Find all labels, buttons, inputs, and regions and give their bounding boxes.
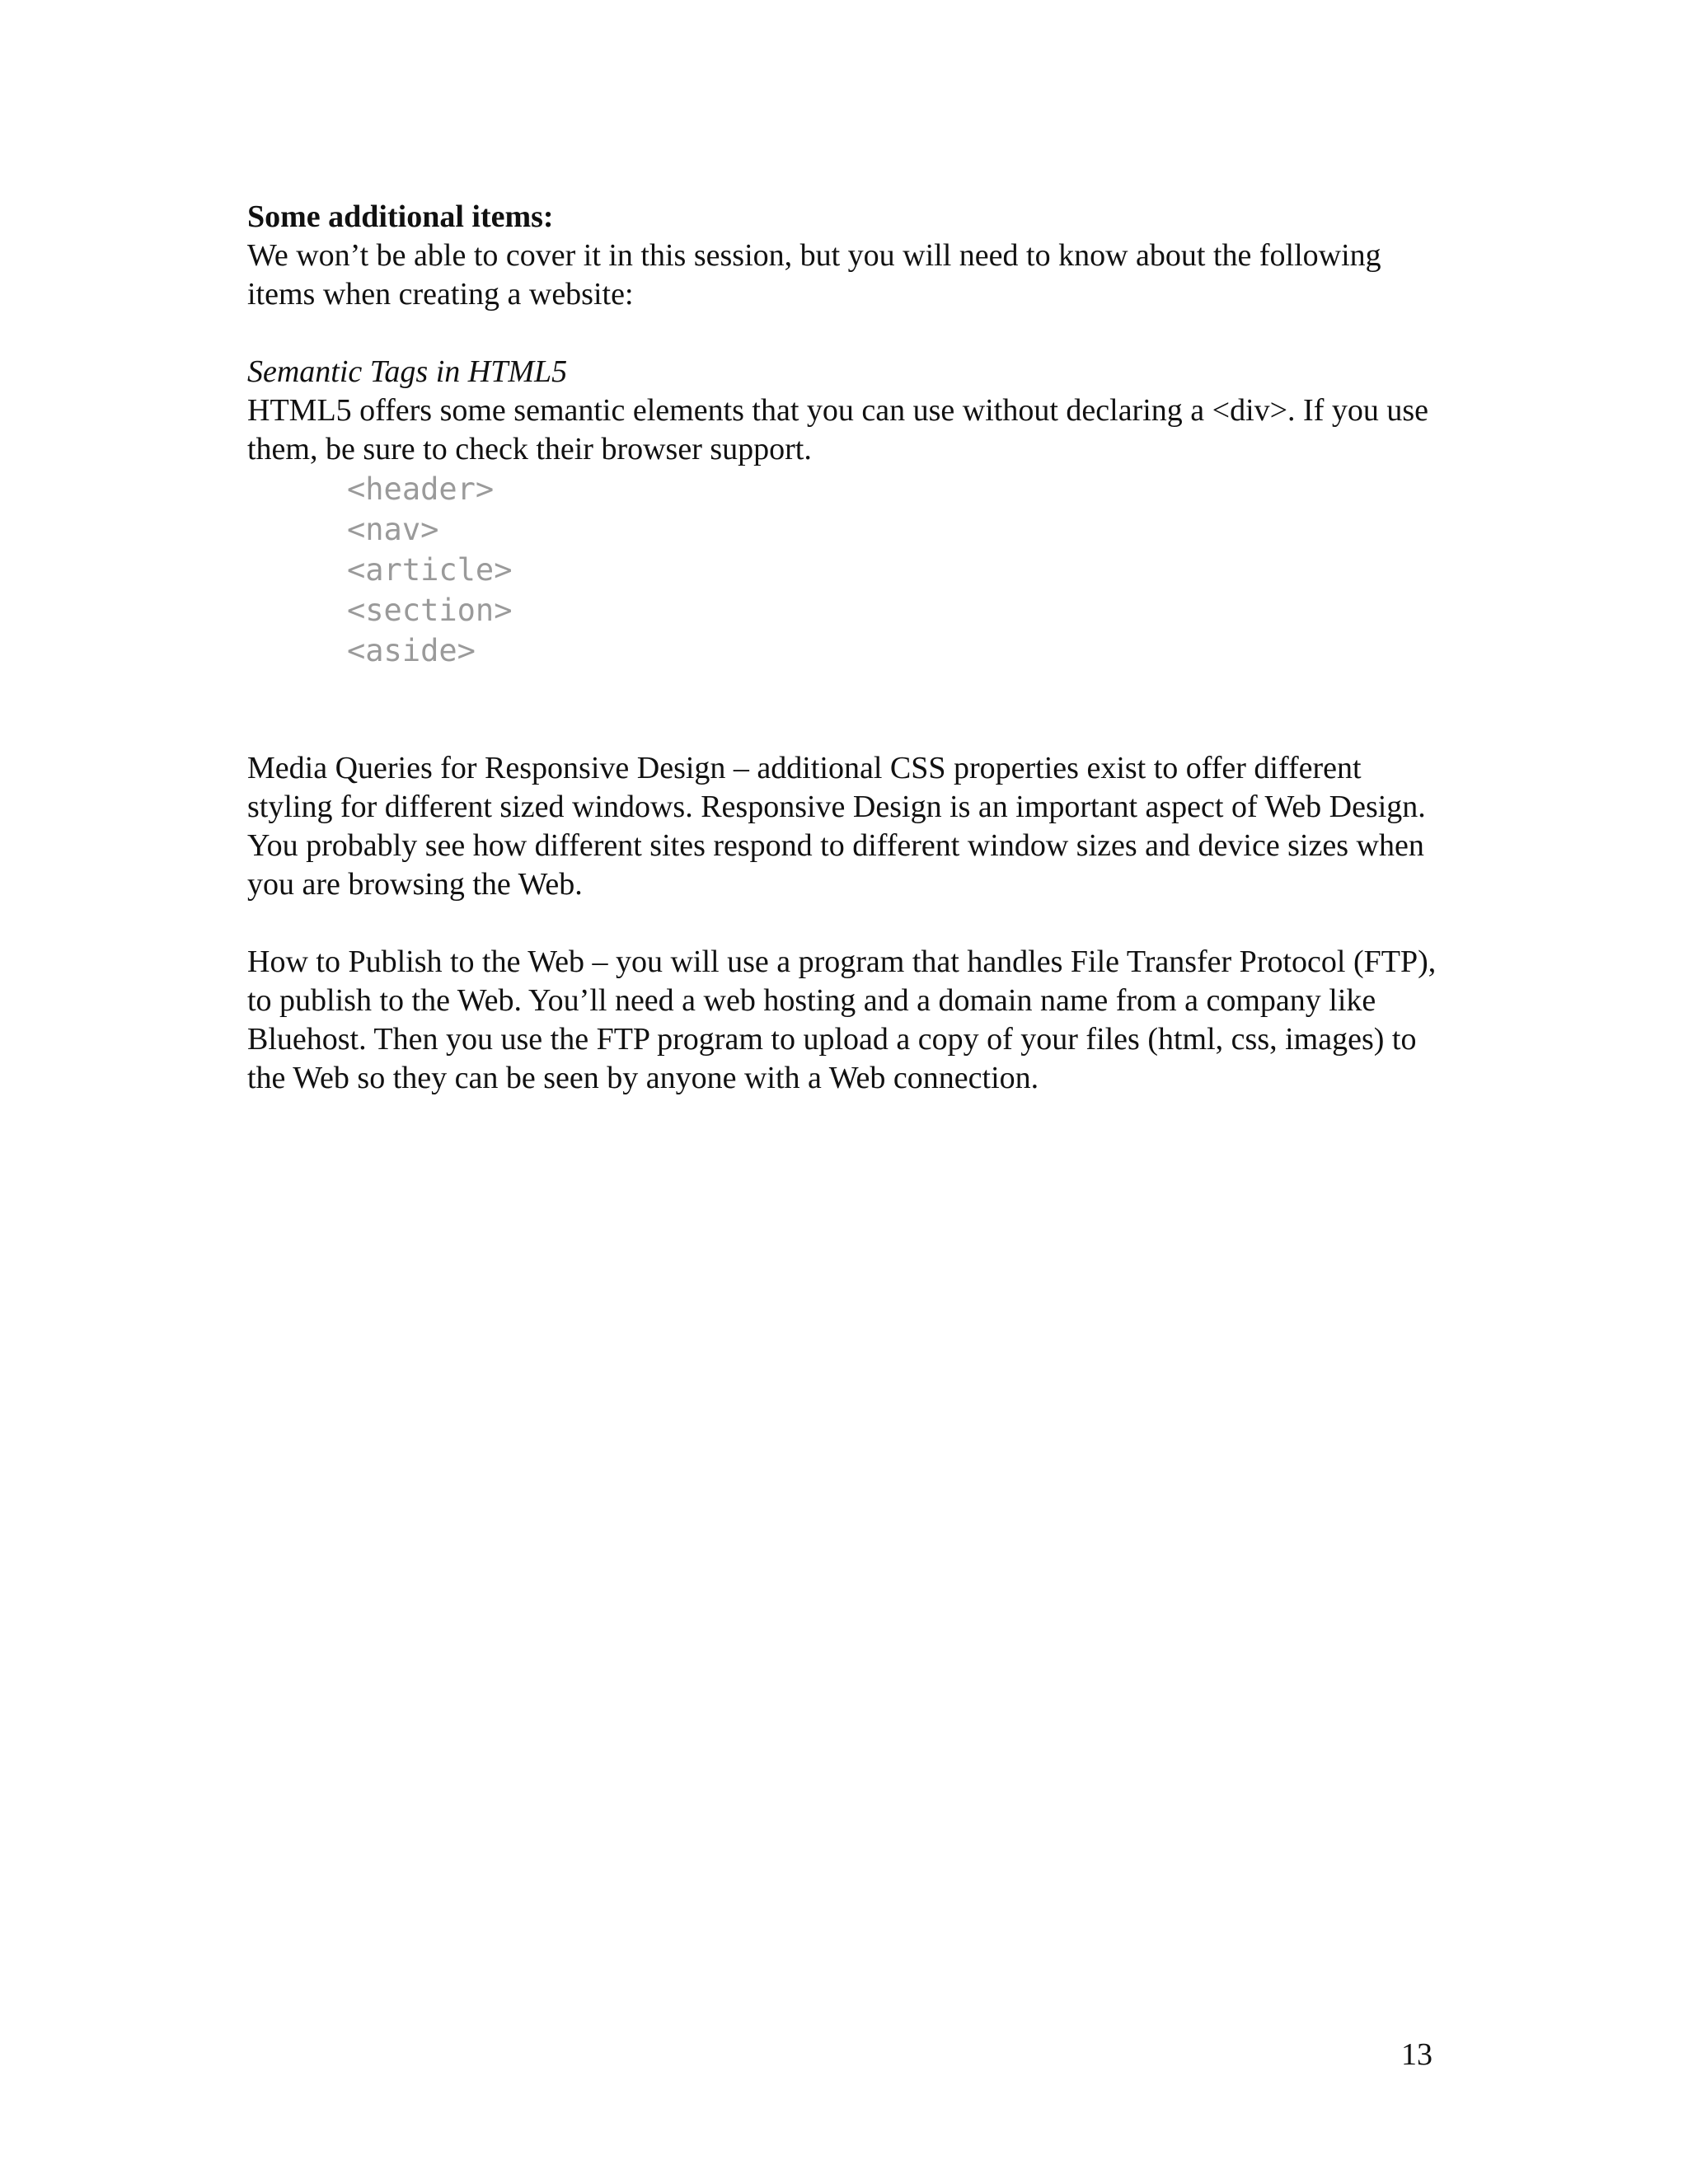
tag-item-article: <article> bbox=[347, 552, 513, 588]
media-queries-paragraph: Media Queries for Responsive Design – additional CSS properties exist to offer different styling for different sized windows. Responsive Design is an important aspect of Web Design. You probably see how different sites respond to different window sizes and device sizes when you are browsing the Web. bbox=[247, 751, 1426, 902]
section-heading: Some additional items: bbox=[247, 199, 554, 234]
tag-item-section: <section> bbox=[347, 593, 513, 628]
spacer bbox=[247, 314, 1451, 353]
publish-paragraph: How to Publish to the Web – you will use a program that handles File Transfer Protocol (FTP), to publish to the Web. You’ll need a web hosting and a domain name from a company like Bluehost. Then you use the FTP program to upload a copy of your files (html, css, images) to the Web so they can be seen by anyone with a Web connection. bbox=[247, 944, 1437, 1095]
semantic-tags-paragraph: HTML5 offers some semantic elements that you can use without declaring a <div>. If you use them, be sure to check their browser support. bbox=[247, 393, 1429, 466]
spacer bbox=[247, 671, 1451, 749]
tag-item-nav: <nav> bbox=[347, 512, 439, 547]
semantic-tags-title: Semantic Tags in HTML5 bbox=[247, 354, 568, 389]
page-content bbox=[247, 198, 1451, 1098]
intro-paragraph: We won’t be able to cover it in this session, but you will need to know about the following items when creating a website: bbox=[247, 238, 1381, 312]
page-number: 13 bbox=[1401, 2037, 1432, 2072]
tag-item-aside: <aside> bbox=[347, 633, 476, 668]
spacer bbox=[247, 904, 1451, 943]
tag-item-header: <header> bbox=[347, 471, 495, 507]
tag-list bbox=[247, 469, 1451, 671]
